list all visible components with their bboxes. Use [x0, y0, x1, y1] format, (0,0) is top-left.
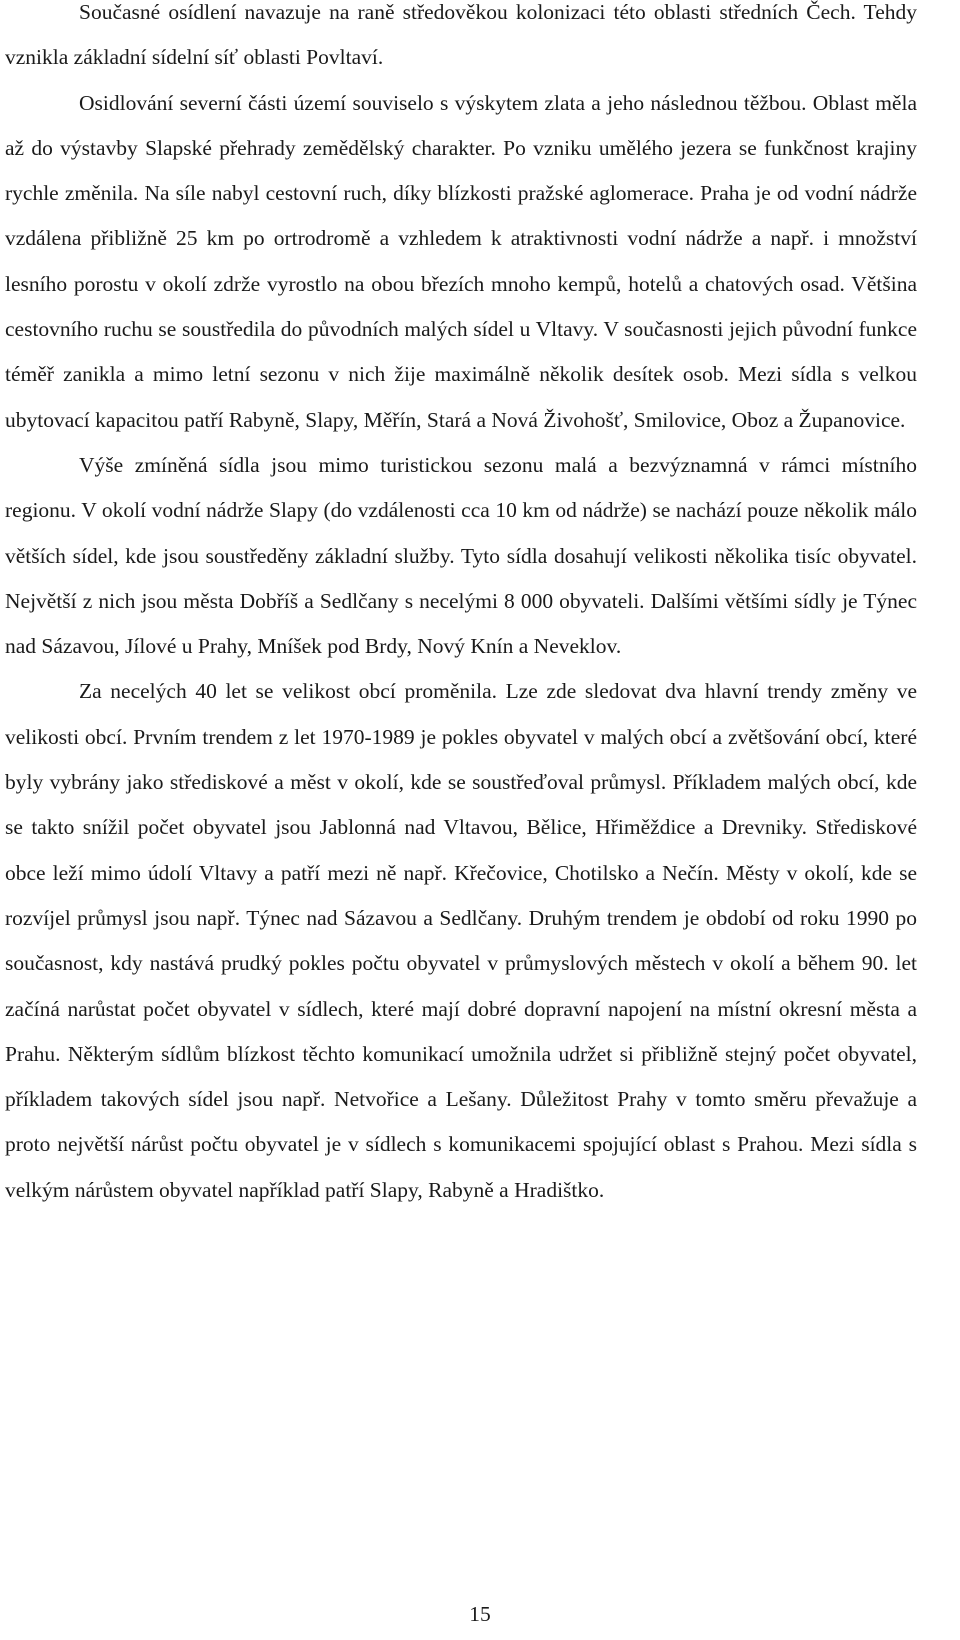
page-number: 15: [469, 1602, 491, 1626]
paragraph-settlement-history: Současné osídlení navazuje na raně středověkou kolonizaci této oblasti středních Čech. Tehdy vznikla základní sídelní síť oblasti Povltaví.: [5, 0, 917, 70]
paragraph-tourism: Osidlování severní části území souviselo s výskytem zlata a jeho následnou těžbou. Oblast měla až do výstavby Slapské přehrady zemědělský charakter. Po vzniku umělého jezera se funkčnost krajiny rychle změnila. Na síle nabyl cestovní ruch, díky blízkosti pražské aglomerace. Praha je od vodní nádrže vzdálena přibližně 25 km po ortrodromě a vzhledem k atraktivnosti vodní nádrže a např. i množství lesního porostu v okolí zdrže vyrostlo na obou březích mnoho kempů, hotelů a chatových osad. Většina cestovního ruchu se soustředila do původních malých sídel u Vltavy. V současnosti jejich původní funkce téměř zanikla a mimo letní sezonu v nich žije maximálně několik desítek osob. Mezi sídla s velkou ubytovací kapacitou patří Rabyně, Slapy, Měřín, Stará a Nová Živohošť, Smilovice, Oboz a Županovice.: [5, 90, 917, 432]
body-text: [5, 0, 917, 1213]
paragraph-population-trends: Za necelých 40 let se velikost obcí proměnila. Lze zde sledovat dva hlavní trendy změny ve velikosti obcí. Prvním trendem z let 1970-1989 je pokles obyvatel v malých obcí a zvětšování obcí, které byly vybrány jako střediskové a měst v okolí, kde se soustřeďoval průmysl. Příkladem malých obcí, kde se takto snížil počet obyvatel jsou Jablonná nad Vltavou, Bělice, Hřiměždice a Drevniky. Střediskové obce leží mimo údolí Vltavy a patří mezi ně např. Křečovice, Chotilsko a Nečín. Městy v okolí, kde se rozvíjel průmysl jsou např. Týnec nad Sázavou a Sedlčany. Druhým trendem je období od roku 1990 po současnost, kdy nastává prudký pokles počtu obyvatel v průmyslových městech v okolí a během 90. let začíná narůstat počet obyvatel v sídlech, které mají dobré dopravní napojení na místní okresní města a Prahu. Některým sídlům blízkost těchto komunikací umožnila udržet si přibližně stejný počet obyvatel, příkladem takových sídel jsou např. Netvořice a Lešany. Důležitost Prahy v tomto směru převažuje a proto největší nárůst počtu obyvatel je v sídlech s komunikacemi spojující oblast s Prahou. Mezi sídla s velkým nárůstem obyvatel například patří Slapy, Rabyně a Hradištko.: [5, 679, 917, 1202]
paragraph-regional-towns: Výše zmíněná sídla jsou mimo turistickou sezonu malá a bezvýznamná v rámci místního regionu. V okolí vodní nádrže Slapy (do vzdálenosti cca 10 km od nádrže) se nachází pouze několik málo větších sídel, kde jsou soustředěny základní služby. Tyto sídla dosahují velikosti několika tisíc obyvatel. Největší z nich jsou města Dobříš a Sedlčany s necelými 8 000 obyvateli. Dalšími většími sídly je Týnec nad Sázavou, Jílové u Prahy, Mníšek pod Brdy, Nový Knín a Neveklov.: [5, 452, 917, 659]
